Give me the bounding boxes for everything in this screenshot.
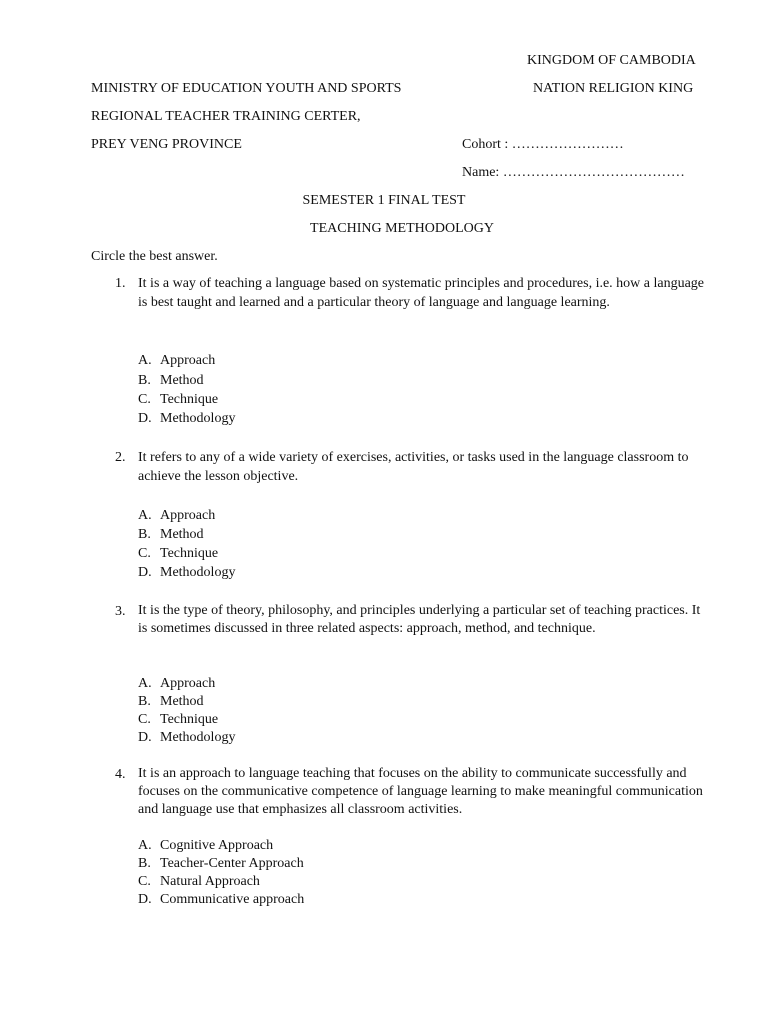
option-letter: A. (138, 353, 152, 368)
subject-title: TEACHING METHODOLOGY (310, 221, 494, 236)
option-letter: C. (138, 874, 151, 889)
option-letter: B. (138, 527, 151, 542)
cohort-field: Cohort : …………………… (462, 137, 624, 152)
option-b[interactable] (138, 371, 204, 390)
option-c[interactable] (138, 711, 218, 729)
question-number: 2. (115, 450, 126, 465)
option-letter: A. (138, 838, 152, 853)
instructions: Circle the best answer. (91, 249, 218, 264)
option-letter: A. (138, 508, 152, 523)
option-c[interactable] (138, 390, 218, 409)
name-field: Name: ………………………………… (462, 165, 685, 180)
option-text: Approach (160, 353, 216, 368)
option-d[interactable] (138, 409, 235, 428)
option-text: Method (160, 373, 204, 388)
national-motto: NATION RELIGION KING (533, 81, 694, 96)
option-a[interactable] (138, 675, 215, 693)
option-letter: D. (138, 730, 152, 745)
ministry-heading: MINISTRY OF EDUCATION YOUTH AND SPORTS (91, 81, 402, 96)
question-text: It refers to any of a wide variety of exercises, activities, or tasks used in the language classroom to achieve the lesson objective. (138, 450, 689, 484)
option-text: Technique (160, 392, 219, 407)
option-text: Method (160, 694, 204, 709)
question-text: It is an approach to language teaching that focuses on the ability to communicate successfully and focuses on the communicative competence of language learning to make meaningful communication and language use that emphasizes all classroom activities. (138, 766, 703, 817)
question-number: 1. (115, 276, 126, 291)
option-letter: D. (138, 411, 152, 426)
province-heading: PREY VENG PROVINCE (91, 137, 242, 152)
option-text: Methodology (160, 565, 236, 580)
option-a[interactable] (138, 837, 273, 855)
option-text: Methodology (160, 411, 236, 426)
option-letter: B. (138, 694, 151, 709)
question-number: 4. (115, 767, 126, 782)
option-letter: C. (138, 712, 151, 727)
option-text: Approach (160, 676, 216, 691)
option-text: Natural Approach (160, 874, 260, 889)
question-number: 3. (115, 604, 126, 619)
option-d[interactable] (138, 563, 235, 582)
option-b[interactable] (138, 525, 204, 544)
option-text: Method (160, 527, 204, 542)
option-letter: C. (138, 392, 151, 407)
option-text: Approach (160, 508, 216, 523)
option-text: Communicative approach (160, 892, 305, 907)
option-b[interactable] (138, 855, 304, 873)
option-text: Technique (160, 546, 219, 561)
option-b[interactable] (138, 693, 204, 711)
option-d[interactable] (138, 891, 304, 909)
option-letter: D. (138, 892, 152, 907)
option-text: Cognitive Approach (160, 838, 274, 853)
option-letter: B. (138, 856, 151, 871)
option-a[interactable] (138, 351, 215, 370)
kingdom-heading: KINGDOM OF CAMBODIA (527, 53, 696, 68)
question-text: It is a way of teaching a language based on systematic principles and procedures, i.e. how a language is best taught and learned and a particular theory of language and language learning. (138, 276, 705, 310)
option-text: Methodology (160, 730, 236, 745)
question-text: It is the type of theory, philosophy, and principles underlying a particular set of teaching practices. It is sometimes discussed in three related aspects: approach, method, and technique. (138, 603, 701, 636)
test-title: SEMESTER 1 FINAL TEST (302, 193, 466, 208)
training-center-heading: REGIONAL TEACHER TRAINING CERTER, (91, 109, 361, 124)
option-c[interactable] (138, 544, 218, 563)
option-letter: C. (138, 546, 151, 561)
option-text: Teacher-Center Approach (160, 856, 304, 871)
option-c[interactable] (138, 873, 260, 891)
option-letter: D. (138, 565, 152, 580)
option-text: Technique (160, 712, 219, 727)
option-letter: B. (138, 373, 151, 388)
option-d[interactable] (138, 729, 235, 747)
option-letter: A. (138, 676, 152, 691)
option-a[interactable] (138, 506, 215, 525)
